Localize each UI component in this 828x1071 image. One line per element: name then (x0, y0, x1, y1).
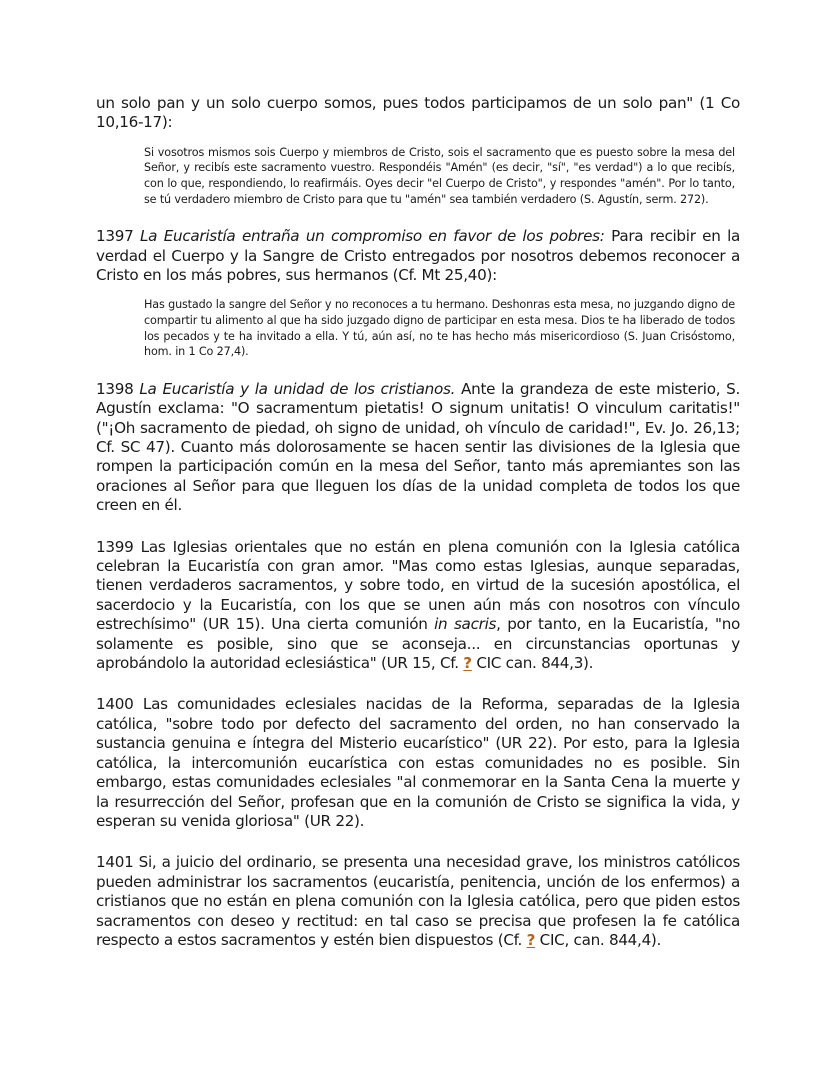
paragraph-number: 1397 (96, 227, 134, 246)
paragraph-title: La Eucaristía y la unidad de los cristianos. (139, 379, 456, 398)
paragraph-1399 (96, 538, 740, 674)
paragraph-number: 1400 (96, 695, 134, 714)
paragraph-text: , por tanto, en la Eucaristía, "no solamente es posible, sino que se aconseja... en circunstancias oportunas y aprobándolo la autoridad eclesiástica" (UR 15, Cf. (96, 615, 741, 673)
paragraph-text: un solo pan y un solo cuerpo somos, pues todos participamos de un solo pan" (1 Co 10,16-17): (96, 94, 740, 132)
reference-link[interactable]: ? (526, 930, 536, 949)
quote-text: Si vosotros mismos sois Cuerpo y miembros de Cristo, sois el sacramento que es puesto sobre la mesa del Señor, y recibís este sacramento vuestro. Respondéis "Amén" (es decir, "sí", "es verdad") a lo que recibís, con lo que, respondiendo, lo reafirmáis. Oyes decir "el Cuerpo de Cristo", y respondes "amén". Por lo tanto, se tú verdadero miembro de Cristo para que tu "amén" sea también verdadero (S. Agustín, serm. 272). (144, 145, 735, 206)
paragraph-text: CIC, can. 844,4). (539, 930, 662, 949)
paragraph-text: CIC can. 844,3). (476, 654, 594, 673)
quote-augustine (144, 145, 735, 207)
reference-link[interactable]: ? (463, 654, 472, 673)
paragraph-number: 1399 (96, 537, 134, 556)
paragraph-1398 (96, 380, 740, 516)
paragraph-text: Ante la grandeza de este misterio, S. Agustín exclama: "O sacramentum pietatis! O signum unitatis! O vinculum caritatis!" ("¡Oh sacramento de piedad, oh signo de unidad, oh vínculo de caridad!", Ev. Jo. 26,13; Cf. SC 47). Cuanto más dolorosamente se hacen sentir las divisiones de la Iglesia que rompen la participación común en la mesa del Señor, tanto más apremiantes son las oraciones al Señor para que lleguen los días de la unidad completa de todos los que creen en él. (96, 379, 741, 515)
paragraph-text: Si, a juicio del ordinario, se presenta una necesidad grave, los ministros católicos pueden administrar los sacramentos (eucaristía, penitencia, unción de los enfermos) a cristianos que no están en plena comunión con la Iglesia católica, pero que piden estos sacramentos con deseo y rectitud: en tal caso se precisa que profesen la fe católica respecto a estos sacramentos y estén bien dispuestos (Cf. (96, 853, 740, 949)
paragraph-1400 (96, 695, 740, 831)
paragraph-continuation (96, 94, 740, 133)
paragraph-number: 1398 (96, 379, 134, 398)
quote-text: Has gustado la sangre del Señor y no reconoces a tu hermano. Deshonras esta mesa, no juzgando digno de compartir tu alimento al que ha sido juzgado digno de participar en esta mesa. Dios te ha liberado de todos los pecados y te ha invitado a ella. Y tú, aún así, no te has hecho más misericordioso (S. Juan Crisóstomo, hom. in 1 Co 27,4). (144, 298, 735, 359)
paragraph-number: 1401 (96, 853, 134, 872)
paragraph-text: Para recibir en la verdad el Cuerpo y la Sangre de Cristo entregados por nosotros debemos reconocer a Cristo en los más pobres, sus hermanos (Cf. Mt 25,40): (96, 227, 741, 284)
paragraph-text: Las Iglesias orientales que no están en plena comunión con la Iglesia católica celebran la Eucaristía con gran amor. "Mas como estas Iglesias, aunque separadas, tienen verdaderos sacramentos, y sobre todo, en virtud de la sucesión apostólica, el sacerdocio y la Eucaristía, con los que se unen aún más con nosotros con vínculo estrechísimo" (UR 15). Una cierta comunión (96, 537, 741, 634)
paragraph-title: La Eucaristía entraña un compromiso en favor de los pobres: (140, 227, 605, 246)
paragraph-text: Las comunidades eclesiales nacidas de la Reforma, separadas de la Iglesia católica, "sobre todo por defecto del sacramento del orden, no han conservado la sustancia genuina e íntegra del Misterio eucarístico" (UR 22). Por esto, para la Iglesia católica, la intercomunión eucarística con estas comunidades no es posible. Sin embargo, estas comunidades eclesiales "al conmemorar en la Santa Cena la muerte y la resurrección del Señor, profesan que en la comunión de Cristo se significa la vida, y esperan su venida gloriosa" (UR 22). (96, 695, 740, 830)
paragraph-1401 (96, 853, 740, 950)
paragraph-italic-term: in sacris (434, 615, 497, 634)
quote-chrysostom (144, 297, 735, 359)
paragraph-1397 (96, 227, 740, 285)
